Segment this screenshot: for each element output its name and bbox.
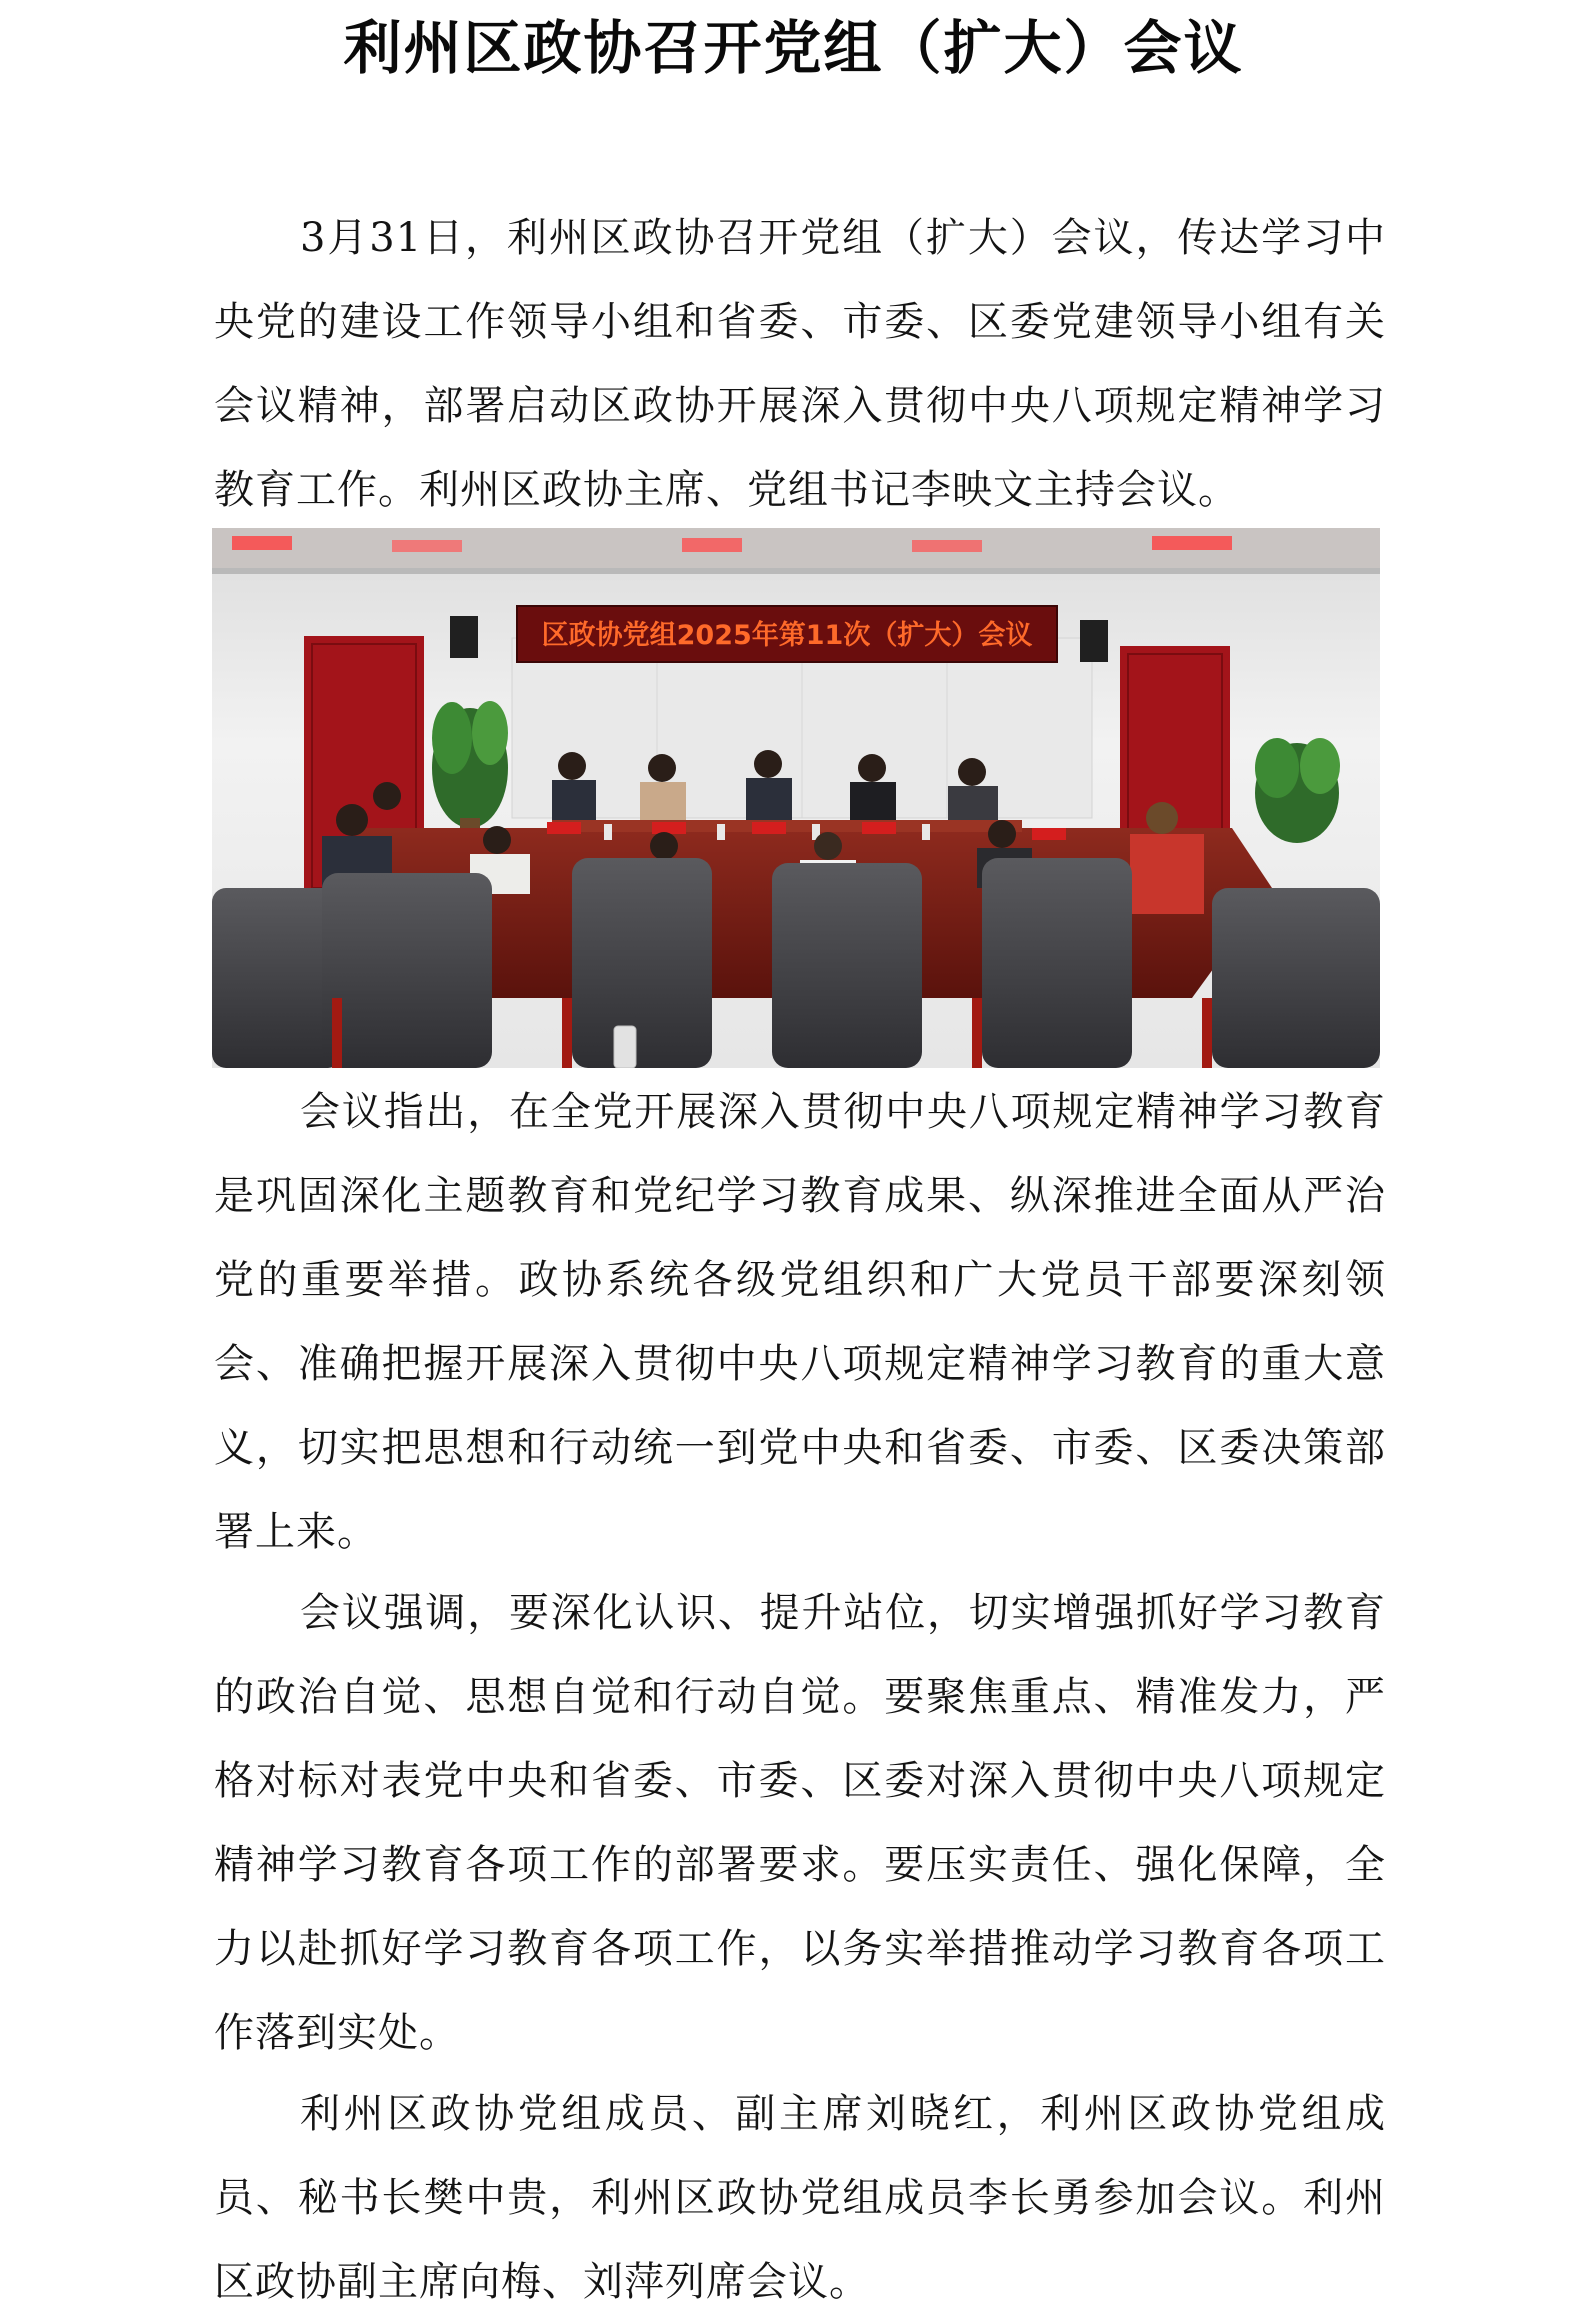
speaker-left — [450, 616, 478, 658]
paragraph-intro: 3月31日，利州区政协召开党组（扩大）会议，传达学习中央党的建设工作领导小组和省委、市委、区委党建领导小组有关会议精神，部署启动区政协开展深入贯彻中央八项规定精神学习教育工作。利州区政协主席、党组书记李映文主持会议。 — [214, 215, 1386, 513]
paragraph-attendees: 利州区政协党组成员、副主席刘晓红，利州区政协党组成员、秘书长樊中贵，利州区政协党组成员李长勇参加会议。利州区政协副主席向梅、刘萍列席会议。 — [214, 2091, 1386, 2305]
led-banner-text: 区政协党组2025年第11次（扩大）会议 — [541, 620, 1033, 651]
paragraph-emphasis: 会议强调，要深化认识、提升站位，切实增强抓好学习教育的政治自觉、思想自觉和行动自觉。要聚焦重点、精准发力，严格对标对表党中央和省委、市委、区委对深入贯彻中央八项规定精神学习教育各项工作的部署要求。要压实责任、强化保障，全力以赴抓好学习教育各项工作，以务实举措推动学习教育各项工作落到实处。 — [214, 1590, 1386, 2056]
plant-right — [1255, 738, 1340, 843]
paragraph-point: 会议指出，在全党开展深入贯彻中央八项规定精神学习教育是巩固深化主题教育和党纪学习教育成果、纵深推进全面从严治党的重要举措。政协系统各级党组织和广大党员干部要深刻领会、准确把握开展深入贯彻中央八项规定精神学习教育的重大意义，切实把思想和行动统一到党中央和省委、市委、区委决策部署上来。 — [214, 1089, 1386, 1555]
article-title: 利州区政协召开党组（扩大）会议 — [343, 14, 1244, 82]
meeting-photo — [212, 528, 1380, 1068]
speaker-right — [1080, 620, 1108, 662]
